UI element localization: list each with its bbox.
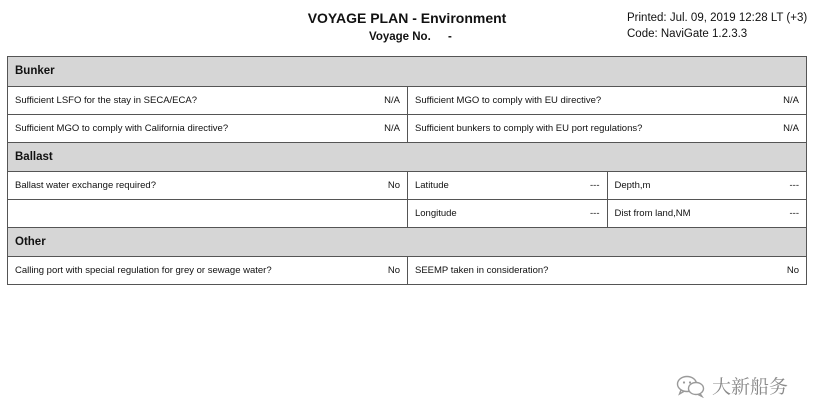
field-mgo-eu-directive xyxy=(407,87,806,114)
field-value: No xyxy=(387,265,400,276)
field-label: Calling port with special regulation for grey or sewage water? xyxy=(15,265,272,276)
field-label: Sufficient bunkers to comply with EU port regulations? xyxy=(415,123,643,134)
field-value: N/A xyxy=(384,123,400,134)
field-label: Longitude xyxy=(414,208,457,219)
environment-report-table xyxy=(7,56,807,285)
watermark xyxy=(676,372,788,399)
field-value: --- xyxy=(590,180,600,191)
field-bunkers-eu-port xyxy=(407,115,806,142)
field-label: SEEMP taken in consideration? xyxy=(415,265,549,276)
section-header-other: Other xyxy=(8,227,806,256)
field-label: Dist from land,NM xyxy=(614,208,691,219)
field-label: Sufficient LSFO for the stay in SECA/ECA? xyxy=(15,95,197,106)
field-value: No xyxy=(387,180,400,191)
field-label: Latitude xyxy=(414,180,449,191)
table-row xyxy=(8,114,806,142)
table-row xyxy=(8,86,806,114)
section-header-ballast: Ballast xyxy=(8,142,806,171)
printed-timestamp: Printed: Jul. 09, 2019 12:28 LT (+3) xyxy=(627,12,808,24)
field-value: N/A xyxy=(783,123,799,134)
field-value: N/A xyxy=(384,95,400,106)
field-longitude xyxy=(407,200,607,227)
table-row xyxy=(8,199,806,227)
field-value: --- xyxy=(789,208,800,219)
software-code: Code: NaviGate 1.2.3.3 xyxy=(627,28,748,40)
voyage-number-label: Voyage No. xyxy=(369,31,431,43)
field-value: --- xyxy=(789,180,800,191)
voyage-number-value: - xyxy=(447,31,452,43)
field-ballast-exchange xyxy=(8,172,407,199)
table-row xyxy=(8,256,806,284)
field-dist-from-land xyxy=(607,200,807,227)
field-label: Sufficient MGO to comply with California directive? xyxy=(15,123,229,134)
field-latitude xyxy=(407,172,607,199)
field-value: No xyxy=(786,265,799,276)
empty-cell xyxy=(8,200,407,227)
page-title: VOYAGE PLAN - Environment xyxy=(307,10,507,26)
watermark-text: 大新船务 xyxy=(712,376,789,398)
field-mgo-california xyxy=(8,115,407,142)
field-label: Depth,m xyxy=(614,180,651,191)
field-port-special-regulation xyxy=(8,257,407,284)
field-seemp xyxy=(407,257,806,284)
field-depth xyxy=(607,172,807,199)
field-label: Sufficient MGO to comply with EU directive? xyxy=(415,95,602,106)
voyage-number xyxy=(369,31,452,43)
table-row xyxy=(8,171,806,199)
print-info xyxy=(627,10,807,42)
field-label: Ballast water exchange required? xyxy=(15,180,157,191)
field-lsfo-seca xyxy=(8,87,407,114)
field-value: N/A xyxy=(783,95,799,106)
field-value: --- xyxy=(590,208,600,219)
section-header-bunker: Bunker xyxy=(8,57,806,86)
wechat-icon xyxy=(676,374,706,398)
